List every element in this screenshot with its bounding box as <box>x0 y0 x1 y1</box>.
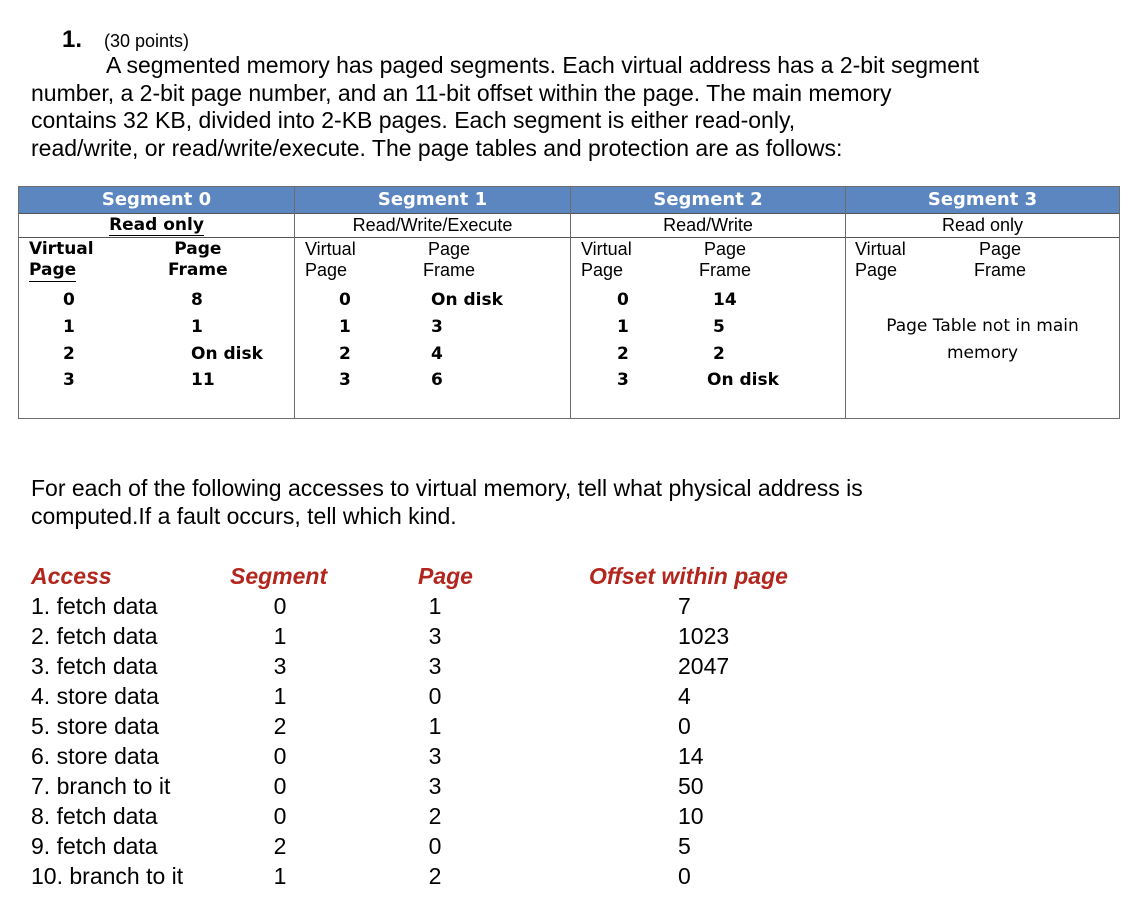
access-row-label: 8. fetch data <box>31 803 158 829</box>
page-frame-cell: 14 <box>713 290 737 310</box>
segment-value: 1 <box>273 683 287 709</box>
offset-value: 10 <box>678 803 704 829</box>
virtual-page-cell: 1 <box>339 317 351 337</box>
intro-line: number, a 2-bit page number, and an 11-bit offset within the page. The main memory <box>31 80 892 106</box>
segment-title: Segment 0 <box>101 189 212 210</box>
virtual-page-header: Virtual Page <box>855 239 906 280</box>
segment-header <box>295 187 570 214</box>
page-value: 0 <box>428 683 442 709</box>
access-row-label: 3. fetch data <box>31 653 158 679</box>
page-value: 1 <box>428 593 442 619</box>
virtual-page-header: Virtual Page <box>29 239 94 280</box>
virtual-page-cell: 3 <box>63 370 75 390</box>
segment-protection: Read only <box>19 213 294 238</box>
segment-1-table <box>295 187 571 418</box>
page-frame-cell: 5 <box>713 317 725 337</box>
page-value: 0 <box>428 833 442 859</box>
segment-header <box>846 187 1119 214</box>
access-row-label: 2. fetch data <box>31 623 158 649</box>
problem-points: (30 points) <box>104 31 190 51</box>
segment-value: 0 <box>273 773 287 799</box>
segment-title: Segment 1 <box>377 189 488 210</box>
offset-value: 5 <box>678 833 691 859</box>
access-row-label: 4. store data <box>31 683 159 709</box>
segment-value: 2 <box>273 833 287 859</box>
segment-value: 0 <box>273 593 287 619</box>
offset-value: 0 <box>678 863 691 889</box>
page-frame-header: Page Frame <box>974 239 1027 280</box>
virtual-page-cell: 3 <box>339 370 351 390</box>
virtual-page-cell: 2 <box>617 344 629 364</box>
segment-value: 0 <box>273 743 287 769</box>
offset-value: 0 <box>678 713 691 739</box>
segment-title: Segment 3 <box>927 189 1038 210</box>
page-frame-cell: 8 <box>191 290 203 310</box>
segment-column-header: Segment <box>230 563 328 589</box>
virtual-page-cell: 0 <box>63 290 75 310</box>
page-frame-header: Page Frame <box>423 239 476 280</box>
offset-value: 50 <box>678 773 704 799</box>
intro-line: A segmented memory has paged segments. Each virtual address has a 2-bit segment <box>106 52 980 78</box>
segment-value: 3 <box>273 653 287 679</box>
segment-value: 2 <box>273 713 287 739</box>
page-frame-cell: On disk <box>191 344 263 364</box>
page-value: 1 <box>428 713 442 739</box>
intro-line: read/write, or read/write/execute. The page tables and protection are as follows: <box>31 135 843 161</box>
offset-value: 4 <box>678 683 691 709</box>
virtual-page-cell: 1 <box>617 317 629 337</box>
page-frame-cell: On disk <box>431 290 503 310</box>
segment-protection: Read only <box>846 213 1119 238</box>
access-row-label: 10. branch to it <box>31 863 184 889</box>
offset-column-header: Offset within page <box>589 563 788 589</box>
virtual-page-header: Virtual Page <box>581 239 632 280</box>
offset-value: 1023 <box>678 623 730 649</box>
virtual-page-cell: 1 <box>63 317 75 337</box>
page-table-note: Page Table not in main memory <box>886 316 1079 363</box>
segment-header <box>571 187 845 214</box>
virtual-page-cell: 2 <box>339 344 351 364</box>
segment-0-table <box>19 187 295 418</box>
page-frame-cell: On disk <box>707 370 779 390</box>
virtual-page-cell: 2 <box>63 344 75 364</box>
page-value: 2 <box>428 803 442 829</box>
problem-number: 1. <box>62 26 83 53</box>
offset-value: 7 <box>678 593 691 619</box>
page-frame-cell: 4 <box>431 344 443 364</box>
page-value: 3 <box>428 623 442 649</box>
intro-line: contains 32 KB, divided into 2-KB pages. Each segment is either read-only, <box>31 107 796 133</box>
segment-value: 1 <box>273 863 287 889</box>
segment-value: 1 <box>273 623 287 649</box>
segment-protection: Read/Write/Execute <box>295 213 570 238</box>
virtual-page-cell: 3 <box>617 370 629 390</box>
page-value: 3 <box>428 773 442 799</box>
segment-value: 0 <box>273 803 287 829</box>
segment-3-table <box>846 187 1119 418</box>
access-column <box>31 591 183 891</box>
question-line: For each of the following accesses to virtual memory, tell what physical address is <box>31 475 863 501</box>
access-row-label: 6. store data <box>31 743 159 769</box>
segment-protection: Read/Write <box>571 213 845 238</box>
access-row-label: 5. store data <box>31 713 159 739</box>
page-frame-header: Page Frame <box>699 239 752 280</box>
question-line: computed.If a fault occurs, tell which kind. <box>31 503 457 529</box>
segment-column <box>265 591 295 891</box>
page-frame-cell: 11 <box>191 370 215 390</box>
segment-header <box>19 187 294 214</box>
virtual-page-cell: 0 <box>339 290 351 310</box>
page-table <box>18 186 1120 419</box>
access-row-label: 9. fetch data <box>31 833 158 859</box>
page-column <box>420 591 450 891</box>
page-frame-cell: 3 <box>431 317 443 337</box>
virtual-page-cell: 0 <box>617 290 629 310</box>
offset-value: 2047 <box>678 653 730 679</box>
offset-value: 14 <box>678 743 704 769</box>
access-row-label: 1. fetch data <box>31 593 158 619</box>
segment-title: Segment 2 <box>653 189 763 210</box>
page-value: 3 <box>428 743 442 769</box>
page-value: 3 <box>428 653 442 679</box>
access-column-header: Access <box>31 563 112 589</box>
segment-2-table <box>571 187 846 418</box>
page-frame-header: Page Frame <box>168 239 228 280</box>
virtual-page-header: Virtual Page <box>305 239 356 280</box>
access-row-label: 7. branch to it <box>31 773 171 799</box>
offset-column <box>678 591 729 891</box>
page-frame-cell: 2 <box>713 344 725 364</box>
page-frame-cell: 1 <box>191 317 203 337</box>
page-column-header: Page <box>418 563 473 589</box>
page-frame-cell: 6 <box>431 370 443 390</box>
page-value: 2 <box>428 863 442 889</box>
